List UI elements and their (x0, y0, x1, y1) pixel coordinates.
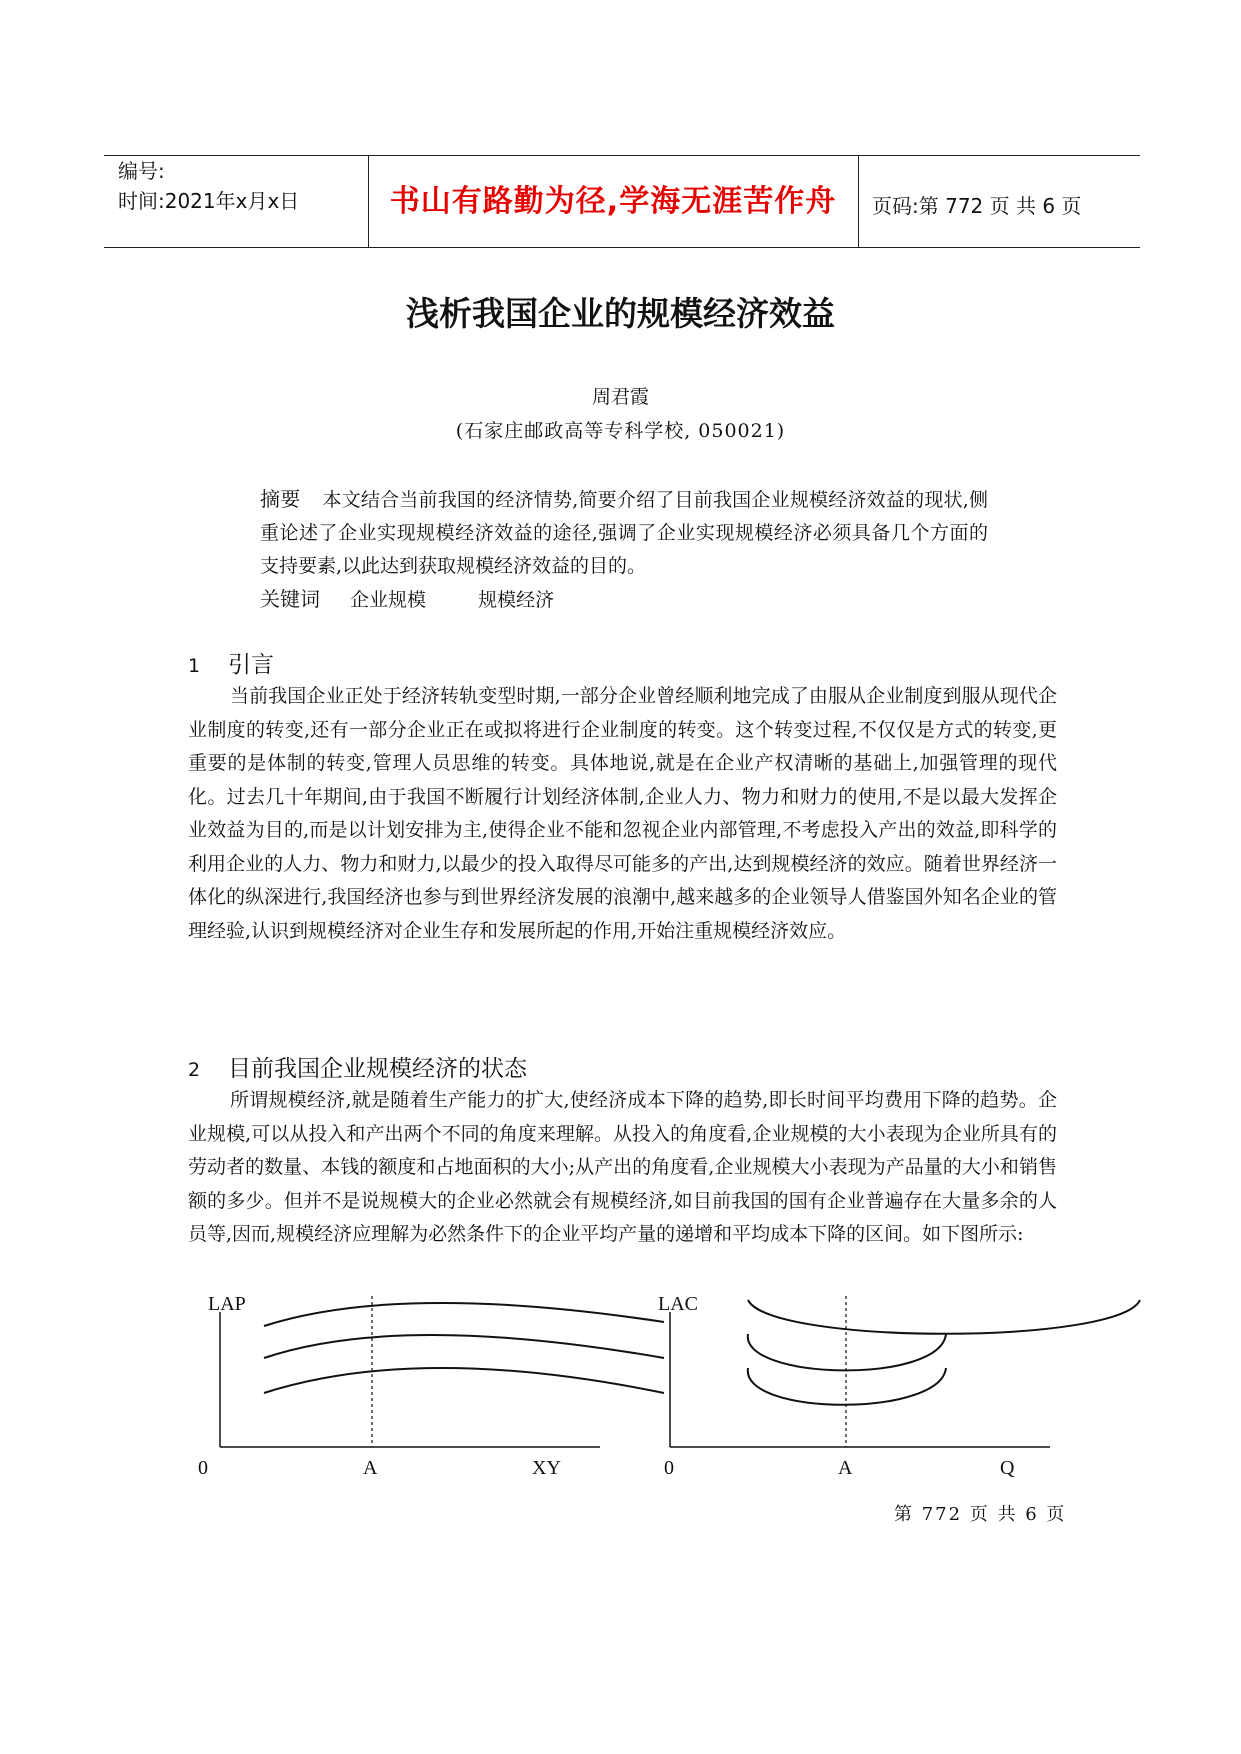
left-origin-label: 0 (198, 1457, 208, 1479)
right-envelope-curve (748, 1300, 1140, 1334)
page-footer: 第 772 页 共 6 页 (894, 1504, 1067, 1525)
scale-economy-figure (0, 1280, 1241, 1480)
right-diagram (658, 1293, 1140, 1479)
header-time: 时间:2021年x月x日 (118, 189, 300, 213)
right-y-label: LAC (658, 1293, 698, 1315)
abstract-text: 本文结合当前我国的经济情势,简要介绍了目前我国企业规模经济效益的现状,侧重论述了企业实现规模经济效益的途径,强调了企业实现规模经济必须具备几个方面的支持要素,以此达到获取规模经济效益的目的。 (260, 489, 988, 577)
page-title: 浅析我国企业的规模经济效益 (406, 294, 835, 333)
right-x-label: Q (1000, 1457, 1015, 1479)
abstract-label: 摘要 (260, 487, 301, 511)
header-divider-2 (858, 155, 859, 247)
keywords-label: 关键词 (260, 587, 320, 611)
author: 周君霞 (591, 386, 649, 408)
affiliation: (石家庄邮政高等专科学校, 050021) (455, 420, 786, 442)
section-number: 2 (188, 1059, 201, 1081)
left-curve-2 (264, 1335, 664, 1358)
right-curve-1 (748, 1334, 946, 1370)
keyword-item: 规模经济 (478, 589, 555, 611)
right-curve-2 (748, 1368, 946, 1405)
left-a-label: A (363, 1457, 378, 1479)
right-a-label: A (838, 1457, 853, 1479)
left-curve-3 (264, 1368, 664, 1393)
header-motto: 书山有路勤为径,学海无涯苦作舟 (389, 184, 837, 219)
left-diagram (198, 1293, 664, 1479)
left-curve-1 (264, 1303, 664, 1326)
section-title: 目前我国企业规模经济的状态 (228, 1056, 527, 1082)
keywords (260, 583, 600, 612)
section-heading-2 (188, 1050, 527, 1083)
section-body-1: 当前我国企业正处于经济转轨变型时期,一部分企业曾经顺利地完成了由服从企业制度到服从现代企业制度的转变,还有一部分企业正在或拟将进行企业制度的转变。这个转变过程,不仅仅是方式的转变,更重要的是体制的转变,管理人员思维的转变。具体地说,就是在企业产权清晰的基础上,加强管理的现代化。过去几十年期间,由于我国不断履行计划经济体制,企业人力、物力和财力的使用,不是以最大发挥企业效益为目的,而是以计划安排为主,使得企业不能和忽视企业内部管理,不考虑投入产出的效益,即科学的利用企业的人力、物力和财力,以最少的投入取得尽可能多的产出,达到规模经济的效应。随着世界经济一体化的纵深进行,我国经济也参与到世界经济发展的浪潮中,越来越多的企业领导人借鉴国外知名企业的管理经验,认识到规模经济对企业生存和发展所起的作用,开始注重规模经济效应。 (188, 685, 1057, 942)
right-origin-label: 0 (664, 1457, 674, 1479)
section-number: 1 (188, 655, 201, 677)
left-x-label: XY (532, 1457, 561, 1479)
section-title: 引言 (228, 652, 274, 678)
keyword-item: 企业规模 (350, 589, 427, 611)
header-page-number: 页码:第 772 页 共 6 页 (872, 194, 1082, 218)
left-y-label: LAP (208, 1293, 246, 1315)
header-number: 编号: (118, 159, 165, 183)
header-meta (118, 156, 299, 216)
header-bottom-rule (104, 247, 1140, 248)
section-body-2: 所谓规模经济,就是随着生产能力的扩大,使经济成本下降的趋势,即长时间平均费用下降的趋势。企业规模,可以从投入和产出两个不同的角度来理解。从投入的角度看,企业规模的大小表现为企业所具有的劳动者的数量、本钱的额度和占地面积的大小;从产出的角度看,企业规模大小表现为产品量的大小和销售额的多少。但并不是说规模大的企业必然就会有规模经济,如目前我国的国有企业普遍存在大量多余的人员等,因而,规模经济应理解为必然条件下的企业平均产量的递增和平均成本下降的区间。如下图所示: (188, 1089, 1057, 1245)
abstract (260, 483, 988, 583)
section-heading-1 (188, 646, 274, 679)
